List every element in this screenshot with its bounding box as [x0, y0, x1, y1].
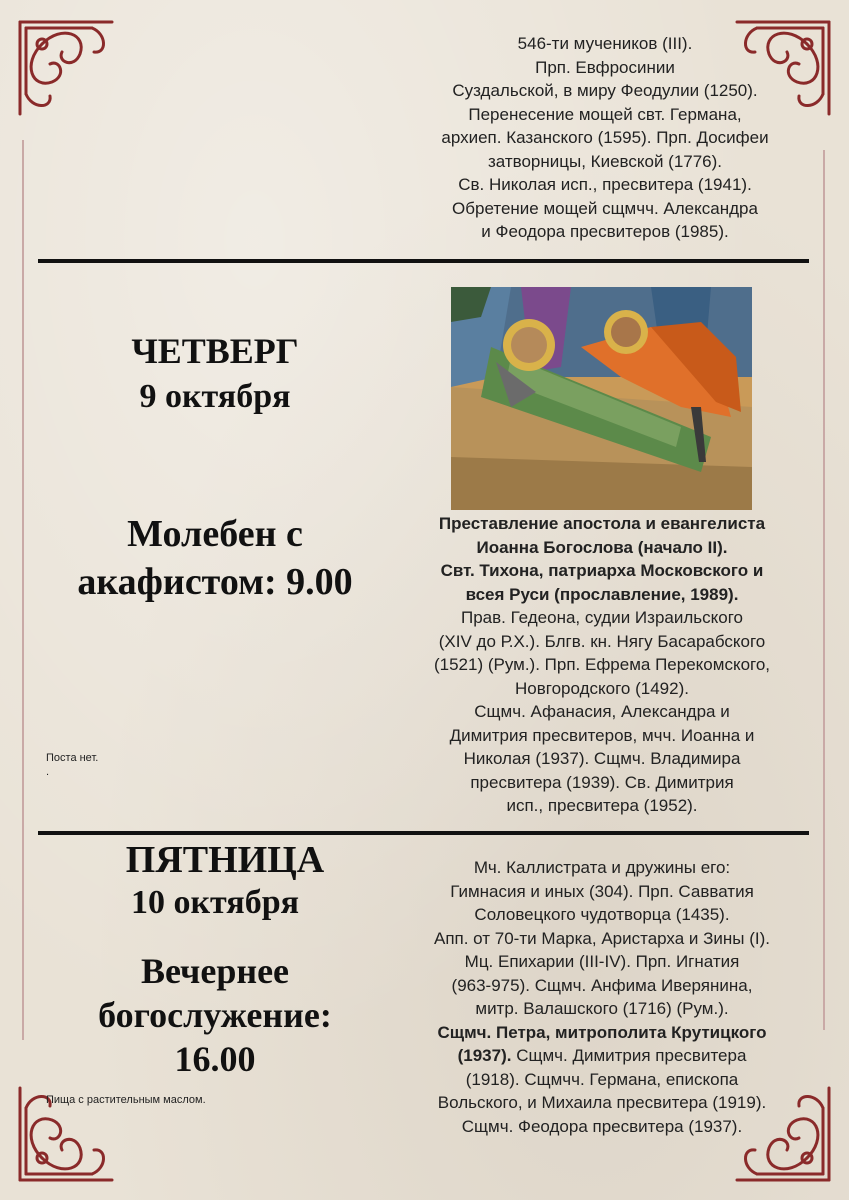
saint-line: Сщмч. Афанасия, Александра и — [474, 702, 730, 721]
saint-line: Новгородского (1492). — [515, 678, 689, 698]
saint-line: Прав. Гедеона, судии Израильского — [460, 608, 743, 627]
saint-line: (1918). Сщмчч. Германа, епископа — [465, 1069, 739, 1089]
saint-line: исп., пресвитера (1952). — [506, 796, 698, 815]
saint-line: Св. Николая исп., пресвитера (1941). — [458, 175, 752, 194]
thursday-saints-list — [395, 512, 809, 818]
saint-line: Апп. от 70-ти Марка, Аристарха и Зины (I). — [433, 928, 770, 948]
friday-day: ПЯТНИЦА — [125, 839, 325, 881]
saint-line: (1521) (Рум.). Прп. Ефрема Перекомского, — [433, 655, 771, 674]
saint-line: Мч. Каллистрата и дружины его: — [473, 858, 731, 877]
friday-service-line1: Вечернее — [140, 951, 290, 991]
saint-line: Мц. Епихарии (III-IV). Прп. Игнатия — [464, 952, 740, 971]
thursday-service-line2: акафистом: 9.00 — [77, 561, 353, 603]
saint-line-mixed: (1937). Сщмч. Димитрия пресвитера — [457, 1046, 747, 1065]
saint-line-bold: Преставление апостола и евангелиста — [438, 514, 766, 533]
saint-line-bold: Иоанна Богослова (начало II). — [476, 537, 728, 557]
saint-line: архиеп. Казанского (1595). Прп. Досифеи — [441, 128, 769, 147]
saint-line: Николая (1937). Сщмч. Владимира — [463, 749, 741, 768]
frame-left-line — [22, 140, 24, 1040]
thursday-dot: . — [46, 766, 50, 778]
saint-line: (963-975). Сщмч. Анфима Иверянина, — [451, 975, 753, 995]
saint-line: затворницы, Киевской (1776). — [487, 151, 723, 171]
icon-dormition-image — [451, 287, 752, 510]
friday-date: 10 октября — [130, 884, 300, 921]
saint-line: Гимнасия и иных (304). Прп. Савватия — [450, 881, 754, 901]
corner-ornament-top-left — [12, 14, 122, 124]
thursday-fast-note: Поста нет. — [46, 752, 99, 764]
saint-line: Прп. Евфросинии — [535, 57, 675, 77]
thursday-day: ЧЕТВЕРГ — [131, 331, 299, 371]
divider-middle — [38, 831, 809, 835]
friday-service-line3: 16.00 — [174, 1039, 256, 1079]
saint-line: и Феодора пресвитеров (1985). — [481, 222, 729, 241]
saint-line: Сщмч. Феодора пресвитера (1937). — [461, 1116, 743, 1136]
saint-line: Суздальской, в миру Феодулии (1250). — [452, 81, 758, 100]
friday-service-line2: богослужение: — [98, 995, 332, 1035]
thursday-date: 9 октября — [139, 378, 291, 415]
friday-fast-note: Пища с растительным маслом. — [46, 1094, 206, 1106]
saint-line: 546-ти мучеников (III). — [517, 34, 693, 53]
saint-line-bold: всея Руси (прославление, 1989). — [465, 584, 739, 604]
saint-line: Соловецкого чудотворца (1435). — [474, 905, 730, 924]
saint-line: Димитрия пресвитеров, мчч. Иоанна и — [449, 725, 755, 745]
saint-line: Вольского, и Михаила пресвитера (1919). — [437, 1093, 767, 1112]
top-saints-list — [395, 32, 815, 244]
saint-line-bold: Свт. Тихона, патриарха Московского и — [440, 561, 764, 580]
thursday-service-line1: Молебен с — [127, 513, 303, 555]
saint-line: пресвитера (1939). Св. Димитрия — [470, 772, 734, 792]
saint-line: Перенесение мощей свт. Германа, — [468, 104, 742, 124]
divider-top — [38, 259, 809, 263]
friday-saints-list — [395, 856, 809, 1138]
saint-line: (XIV до Р.Х.). Блгв. кн. Нягу Басарабского — [438, 631, 766, 651]
frame-right-line — [823, 150, 825, 1030]
saint-line: митр. Валашского (1716) (Рум.). — [475, 999, 729, 1018]
saint-line-bold: Сщмч. Петра, митрополита Крутицкого — [437, 1022, 767, 1042]
saint-line: Обретение мощей сщмчч. Александра — [452, 198, 758, 218]
